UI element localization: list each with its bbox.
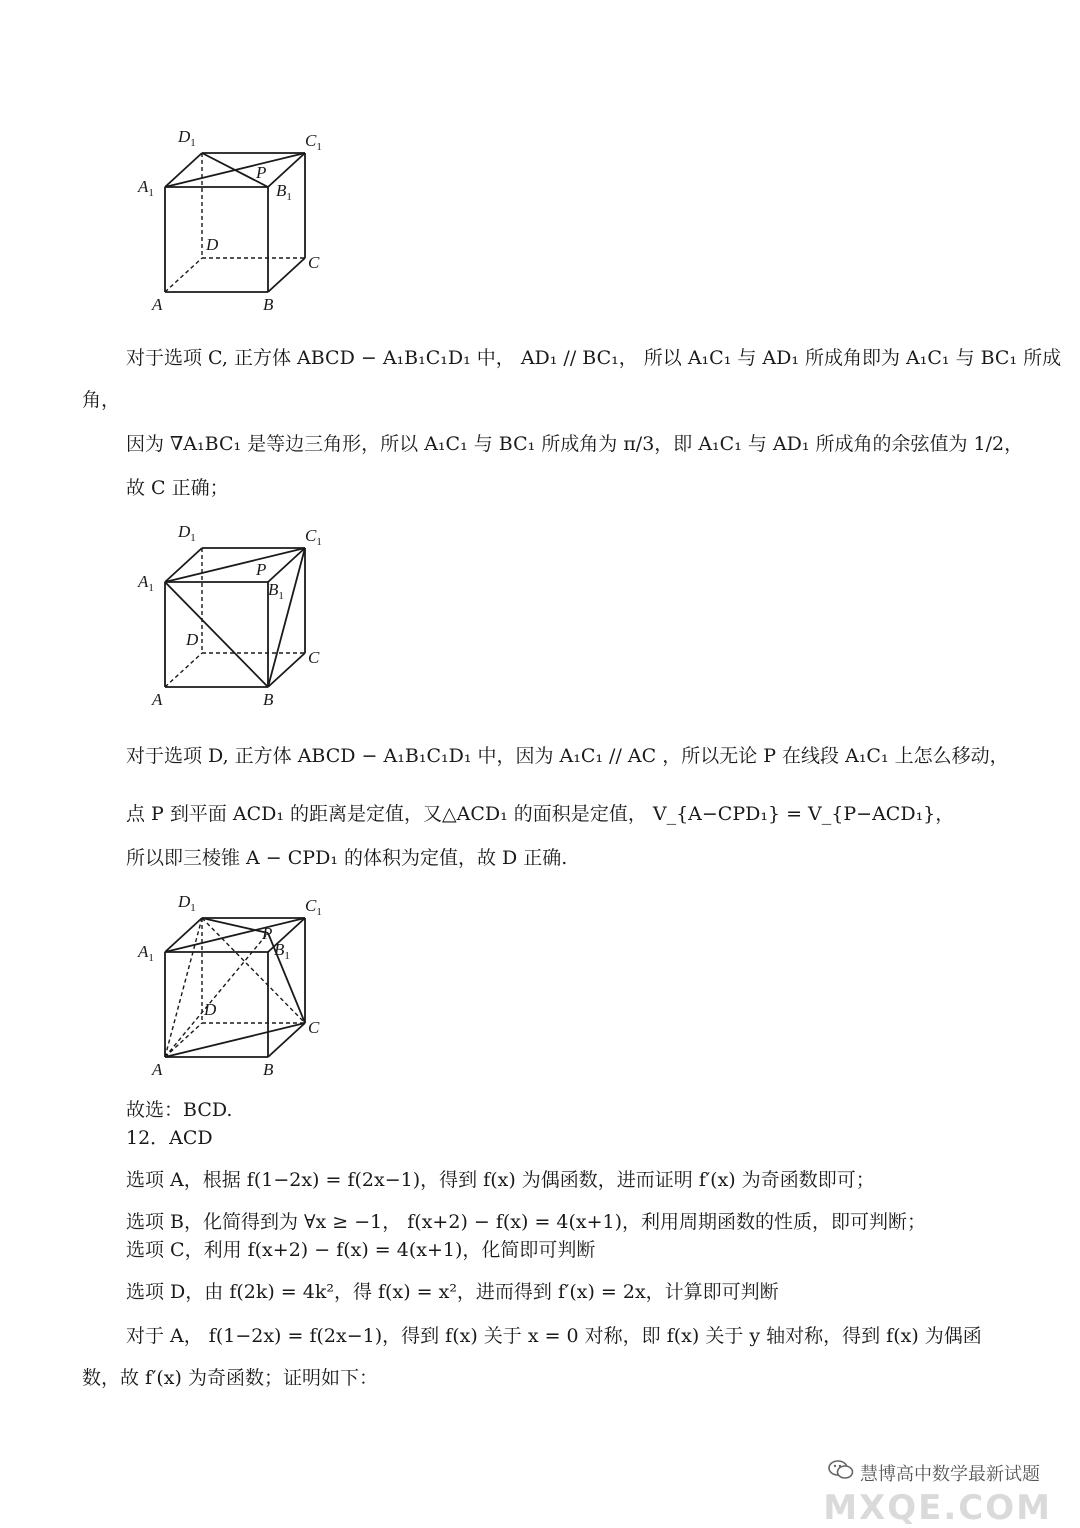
text-line-1: 对于选项 C, 正方体 ABCD − A₁B₁C₁D₁ 中， AD₁ // BC₁， 所以 A₁C₁ 与 AD₁ 所成角即为 A₁C₁ 与 BC₁ 所成 (126, 347, 1062, 369)
cube-figure-1 (130, 120, 360, 320)
svg-text:B: B (263, 1060, 274, 1079)
watermark (828, 1459, 1040, 1486)
svg-text:A: A (152, 690, 163, 709)
svg-text:C1: $C_1$ (305, 131, 322, 153)
svg-text:B1: $B_1$ (276, 181, 292, 203)
label-B1: B (276, 181, 287, 200)
text-line-7: 所以即三棱锥 A − CPD₁ 的体积为定值，故 D 正确. (126, 847, 568, 869)
svg-text:B: B (263, 690, 274, 709)
svg-text:D1: $D_1$ (178, 127, 196, 149)
text-line-9: 12．ACD (126, 1127, 213, 1149)
svg-text:D: D (186, 630, 199, 649)
text-line-5: 对于选项 D, 正方体 ABCD − A₁B₁C₁D₁ 中，因为 A₁C₁ // AC ，所以无论 P 在线段 A₁C₁ 上怎么移动， (126, 745, 1009, 767)
svg-text:B1: $B_1$ (268, 580, 284, 602)
text-line-3: 因为 ∇A₁BC₁ 是等边三角形，所以 A₁C₁ 与 BC₁ 所成角为 π/3，即 A₁C₁ 与 AD₁ 所成角的余弦值为 1/2， (126, 433, 1024, 455)
label-P: P (256, 163, 267, 182)
svg-text:P: P (262, 924, 273, 943)
svg-text:A: A (152, 1060, 163, 1079)
svg-text:C1: $C_1$ (305, 526, 322, 548)
label-A: A (152, 295, 163, 314)
label-C1: C (305, 131, 317, 150)
svg-text:D1: $D_1$ (178, 522, 196, 544)
text-line-14: 对于 A， f(1−2x) = f(2x−1)，得到 f(x) 关于 x = 0 对称，即 f(x) 关于 y 轴对称，得到 f(x) 为偶函 (126, 1325, 982, 1347)
label-D: D (206, 235, 219, 254)
label-B: B (263, 295, 274, 314)
text-line-11: 选项 B，化简得到为 ∀x ≥ −1， f(x+2) − f(x) = 4(x+1)，利用周期函数的性质，即可判断； (126, 1211, 927, 1233)
text-line-12: 选项 C，利用 f(x+2) − f(x) = 4(x+1)，化简即可判断 (126, 1239, 596, 1261)
svg-text:C1: $C_1$ (305, 896, 322, 918)
svg-text:B1: $B_1$ (274, 940, 290, 962)
svg-text:A1: $A_1$ (138, 942, 154, 964)
text-line-2: 角， (82, 389, 121, 411)
text-line-10: 选项 A，根据 f(1−2x) = f(2x−1)，得到 f(x) 为偶函数，进而证明 f′(x) 为奇函数即可； (126, 1169, 875, 1191)
svg-text:C: C (308, 1018, 320, 1037)
svg-text:P: P (256, 560, 267, 579)
wechat-icon (828, 1459, 854, 1486)
svg-text:D1: $D_1$ (178, 892, 196, 914)
svg-text:A1: $A_1$ (138, 177, 154, 199)
label-D1: D (178, 127, 191, 146)
label-A1: A (138, 177, 149, 196)
label-C: C (308, 253, 320, 272)
svg-text:C: C (308, 648, 320, 667)
watermark-text: 慧博高中数学最新试题 (860, 1463, 1040, 1485)
cube-figure-2 (130, 515, 360, 715)
svg-text:A1: $A_1$ (138, 572, 154, 594)
text-line-6: 点 P 到平面 ACD₁ 的距离是定值，又△ACD₁ 的面积是定值， V_{A−CPD₁} = V_{P−ACD₁}， (126, 803, 955, 825)
text-line-8: 故选：BCD. (126, 1099, 233, 1121)
watermark-site: MXQE.COM (823, 1488, 1052, 1528)
svg-text:D: D (204, 1000, 217, 1019)
text-line-4: 故 C 正确； (126, 477, 229, 499)
cube-figure-3 (130, 885, 360, 1085)
text-line-13: 选项 D，由 f(2k) = 4k²，得 f(x) = x²，进而得到 f′(x) = 2x，计算即可判断 (126, 1281, 779, 1303)
text-line-15: 数，故 f′(x) 为奇函数；证明如下： (82, 1367, 378, 1389)
